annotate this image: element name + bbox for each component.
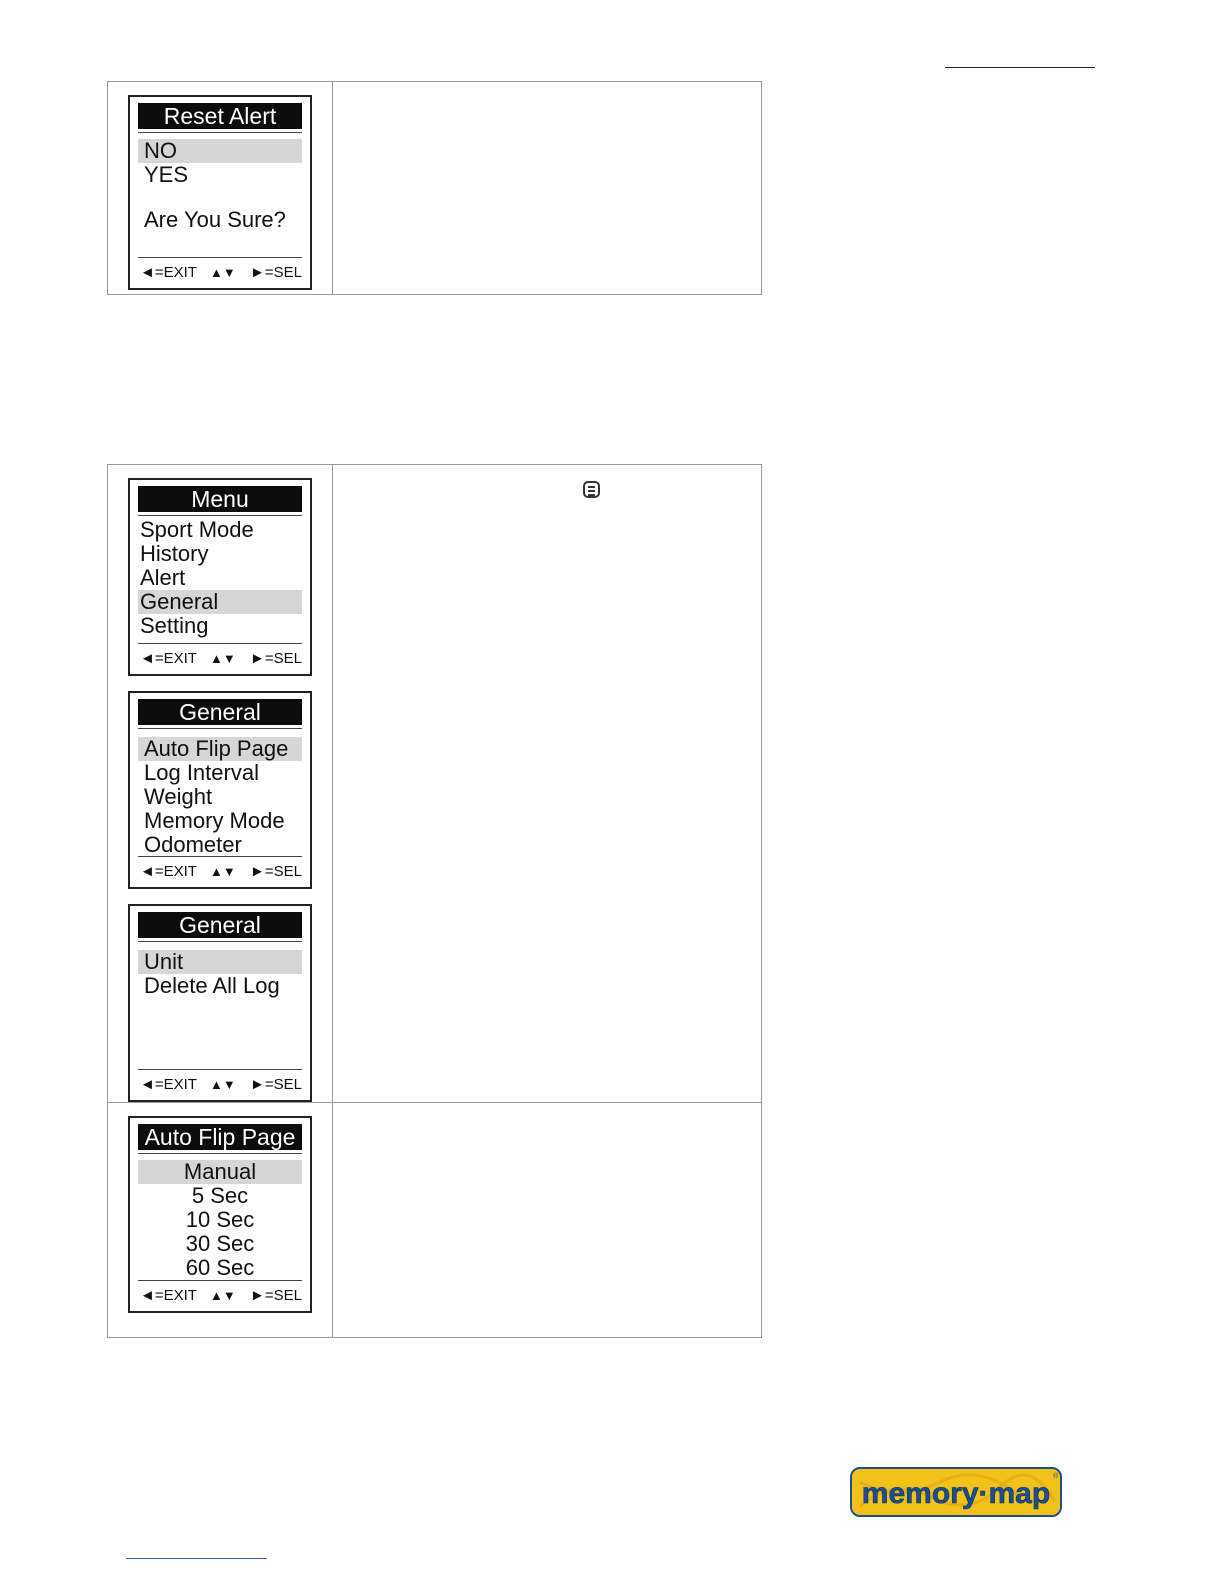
exit-hint: ◄=EXIT xyxy=(140,264,197,281)
exit-hint: ◄=EXIT xyxy=(140,650,197,667)
memory-map-logo xyxy=(850,1467,1062,1517)
screen-cell xyxy=(108,1103,333,1338)
screen-footer xyxy=(140,1286,302,1306)
select-hint: ►=SEL xyxy=(250,650,302,667)
footer-divider xyxy=(138,1069,302,1070)
select-hint: ►=SEL xyxy=(250,264,302,281)
svg-text:®: ® xyxy=(1053,1473,1059,1480)
general-screen-page-2 xyxy=(128,904,312,1102)
menu-screen xyxy=(128,478,312,676)
screen-title: General xyxy=(138,912,302,938)
screen-footer xyxy=(140,649,302,669)
title-divider xyxy=(138,941,302,942)
screen-footer xyxy=(140,862,302,882)
menu-item-sport-mode[interactable]: Sport Mode xyxy=(140,517,254,542)
menu-button-icon xyxy=(583,481,600,498)
flip-option-5-sec[interactable]: 5 Sec xyxy=(191,1183,249,1208)
footer-divider xyxy=(138,856,302,857)
exit-hint: ◄=EXIT xyxy=(140,1076,197,1093)
reset-alert-screen xyxy=(128,95,312,290)
description-cell xyxy=(333,82,762,295)
general-item-unit[interactable]: Unit xyxy=(138,950,302,974)
general-item-memory-mode[interactable]: Memory Mode xyxy=(144,808,285,833)
option-yes[interactable]: YES xyxy=(144,162,189,187)
screen-title: Reset Alert xyxy=(138,103,302,129)
auto-flip-page-screen xyxy=(128,1116,312,1313)
general-settings-table xyxy=(107,464,762,1338)
description-cell xyxy=(333,1103,762,1338)
header-rule xyxy=(945,67,1095,68)
flip-option-60-sec[interactable]: 60 Sec xyxy=(185,1255,255,1280)
reset-alert-table xyxy=(107,81,762,295)
title-divider xyxy=(138,515,302,516)
nav-hint: ▲▼ xyxy=(210,265,236,280)
nav-hint: ▲▼ xyxy=(210,1288,236,1303)
footer-divider xyxy=(138,1280,302,1281)
footer-divider xyxy=(138,257,302,258)
footer-divider xyxy=(138,643,302,644)
screen-title: Auto Flip Page xyxy=(138,1124,302,1150)
general-item-auto-flip-page[interactable]: Auto Flip Page xyxy=(138,737,302,761)
title-divider xyxy=(138,1153,302,1154)
flip-option-manual[interactable]: Manual xyxy=(138,1160,302,1184)
general-item-odometer[interactable]: Odometer xyxy=(144,832,242,857)
flip-option-10-sec[interactable]: 10 Sec xyxy=(185,1207,255,1232)
screen-cell xyxy=(108,465,333,1103)
menu-item-general[interactable]: General xyxy=(138,590,302,614)
exit-hint: ◄=EXIT xyxy=(140,1287,197,1304)
menu-item-setting[interactable]: Setting xyxy=(140,613,209,638)
screen-cell xyxy=(108,82,333,295)
general-item-log-interval[interactable]: Log Interval xyxy=(144,760,259,785)
menu-item-alert[interactable]: Alert xyxy=(140,565,186,590)
screen-footer xyxy=(140,263,302,283)
title-divider xyxy=(138,728,302,729)
screen-title: General xyxy=(138,699,302,725)
select-hint: ►=SEL xyxy=(250,863,302,880)
nav-hint: ▲▼ xyxy=(210,651,236,666)
general-item-weight[interactable]: Weight xyxy=(144,784,213,809)
general-screen-page-1 xyxy=(128,691,312,889)
screen-title: Menu xyxy=(138,486,302,512)
footer-link-rule xyxy=(126,1558,267,1559)
menu-item-history[interactable]: History xyxy=(140,541,209,566)
svg-text:memory·map: memory·map xyxy=(861,1477,1051,1510)
option-no[interactable]: NO xyxy=(138,139,302,163)
screen-footer xyxy=(140,1075,302,1095)
confirm-prompt: Are You Sure? xyxy=(144,207,286,232)
nav-hint: ▲▼ xyxy=(210,1077,236,1092)
select-hint: ►=SEL xyxy=(250,1076,302,1093)
title-divider xyxy=(138,132,302,133)
nav-hint: ▲▼ xyxy=(210,864,236,879)
exit-hint: ◄=EXIT xyxy=(140,863,197,880)
flip-option-30-sec[interactable]: 30 Sec xyxy=(185,1231,255,1256)
description-cell xyxy=(333,465,762,1103)
general-item-delete-all-log[interactable]: Delete All Log xyxy=(144,973,280,998)
select-hint: ►=SEL xyxy=(250,1287,302,1304)
